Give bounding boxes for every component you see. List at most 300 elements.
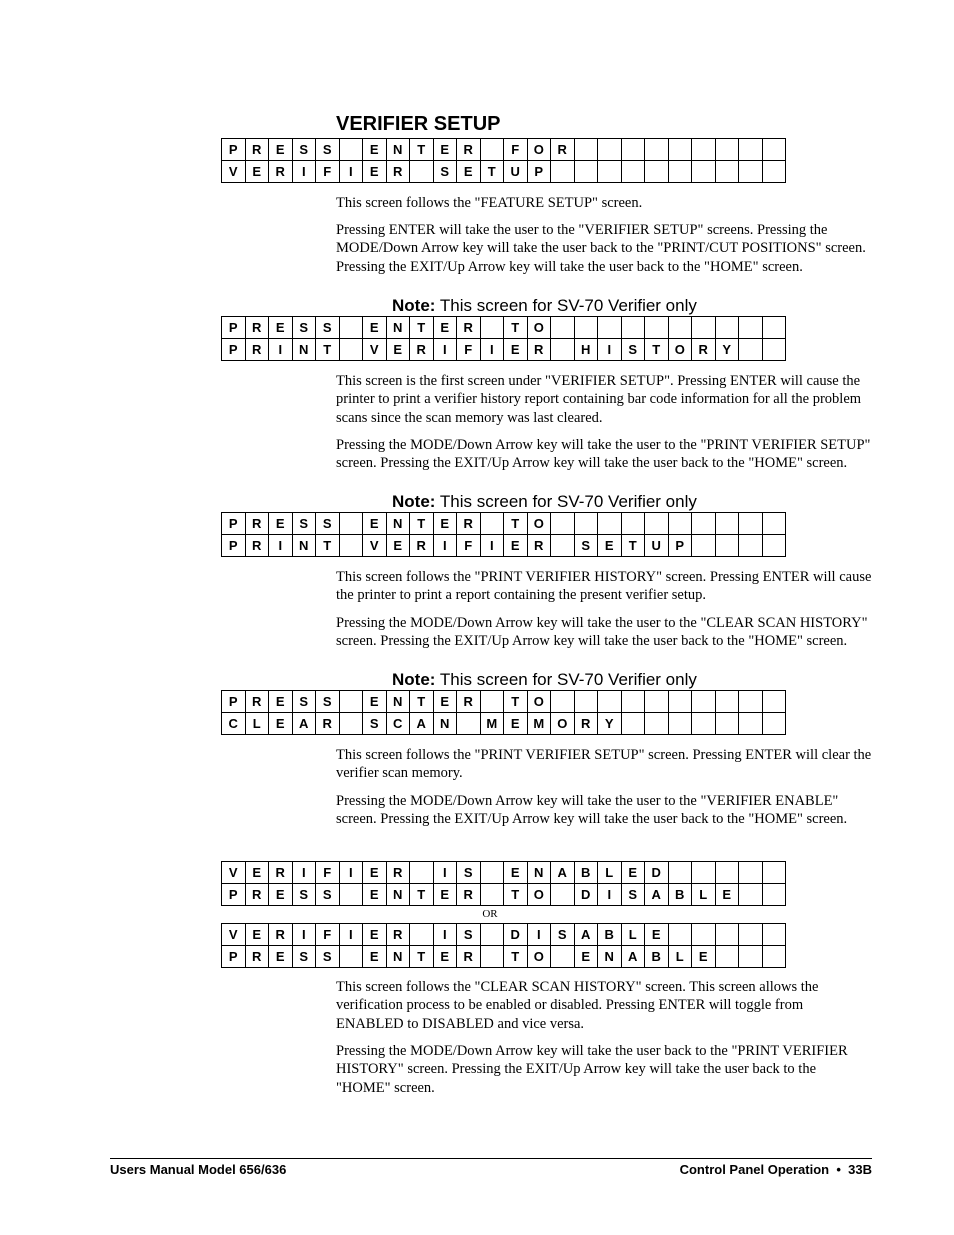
lcd-cell bbox=[645, 139, 669, 161]
lcd-cell bbox=[715, 139, 739, 161]
lcd-cell bbox=[339, 339, 363, 361]
lcd-row bbox=[222, 535, 786, 557]
lcd-cell bbox=[598, 513, 622, 535]
lcd-cell: R bbox=[269, 161, 293, 183]
lcd-row bbox=[222, 884, 786, 906]
lcd-cell: Y bbox=[598, 713, 622, 735]
lcd-cell: F bbox=[504, 139, 528, 161]
lcd-cell: R bbox=[386, 924, 410, 946]
lcd-cell: I bbox=[433, 924, 457, 946]
lcd-cell bbox=[762, 946, 786, 968]
lcd-row bbox=[222, 339, 786, 361]
lcd-cell bbox=[715, 513, 739, 535]
lcd-cell: E bbox=[363, 862, 387, 884]
lcd-cell: P bbox=[222, 513, 246, 535]
lcd-cell bbox=[621, 691, 645, 713]
lcd-cell bbox=[621, 139, 645, 161]
lcd-cell bbox=[621, 513, 645, 535]
lcd-cell: B bbox=[645, 946, 669, 968]
lcd-cell bbox=[762, 317, 786, 339]
paragraph: This screen is the first screen under "VERIFIER SETUP". Pressing ENTER will cause the printer to print a verifier history report containing bar code information for all the problem scans since the scan memory was last cleared. bbox=[336, 373, 862, 426]
lcd-cell: D bbox=[574, 884, 598, 906]
lcd-cell bbox=[668, 862, 692, 884]
lcd-screen bbox=[221, 690, 786, 735]
lcd-cell: S bbox=[316, 691, 340, 713]
lcd-cell: N bbox=[386, 139, 410, 161]
lcd-cell: R bbox=[386, 161, 410, 183]
lcd-cell: E bbox=[269, 713, 293, 735]
lcd-cell bbox=[645, 691, 669, 713]
lcd-cell: H bbox=[574, 339, 598, 361]
lcd-cell: E bbox=[433, 946, 457, 968]
lcd-cell: P bbox=[222, 691, 246, 713]
lcd-cell bbox=[692, 139, 716, 161]
lcd-cell: S bbox=[457, 862, 481, 884]
lcd-cell bbox=[645, 161, 669, 183]
footer-page-number: 33B bbox=[848, 1162, 872, 1177]
lcd-cell: P bbox=[222, 339, 246, 361]
lcd-cell: N bbox=[292, 339, 316, 361]
lcd-cell: E bbox=[269, 513, 293, 535]
lcd-cell: E bbox=[574, 946, 598, 968]
lcd-cell: R bbox=[245, 317, 269, 339]
lcd-cell: E bbox=[386, 339, 410, 361]
lcd-cell: R bbox=[457, 691, 481, 713]
lcd-cell: V bbox=[222, 924, 246, 946]
lcd-cell: E bbox=[504, 339, 528, 361]
lcd-cell: I bbox=[339, 924, 363, 946]
lcd-cell: R bbox=[457, 317, 481, 339]
lcd-cell: S bbox=[551, 924, 575, 946]
lcd-cell: E bbox=[598, 535, 622, 557]
lcd-cell: I bbox=[269, 339, 293, 361]
lcd-cell: E bbox=[504, 713, 528, 735]
lcd-cell bbox=[410, 924, 434, 946]
lcd-cell: L bbox=[621, 924, 645, 946]
lcd-cell: S bbox=[574, 535, 598, 557]
lcd-cell: I bbox=[292, 862, 316, 884]
lcd-cell bbox=[739, 946, 763, 968]
lcd-cell: I bbox=[527, 924, 551, 946]
lcd-cell: S bbox=[621, 339, 645, 361]
lcd-cell: N bbox=[527, 862, 551, 884]
lcd-cell: R bbox=[457, 513, 481, 535]
lcd-cell: U bbox=[504, 161, 528, 183]
lcd-cell: O bbox=[527, 139, 551, 161]
note-label: Note: bbox=[392, 296, 436, 315]
lcd-cell: O bbox=[527, 946, 551, 968]
lcd-cell bbox=[598, 161, 622, 183]
note-text: This screen for SV-70 Verifier only bbox=[435, 296, 697, 315]
lcd-cell: R bbox=[410, 339, 434, 361]
lcd-cell: E bbox=[363, 513, 387, 535]
lcd-cell: C bbox=[222, 713, 246, 735]
lcd-cell: R bbox=[457, 946, 481, 968]
lcd-cell: O bbox=[551, 713, 575, 735]
lcd-cell: M bbox=[527, 713, 551, 735]
lcd-cell: T bbox=[480, 161, 504, 183]
lcd-cell bbox=[692, 924, 716, 946]
lcd-cell bbox=[339, 513, 363, 535]
lcd-cell: R bbox=[457, 139, 481, 161]
lcd-cell bbox=[645, 513, 669, 535]
lcd-cell: S bbox=[292, 946, 316, 968]
lcd-cell: T bbox=[504, 946, 528, 968]
lcd-cell: B bbox=[574, 862, 598, 884]
lcd-cell bbox=[715, 691, 739, 713]
note bbox=[392, 492, 697, 512]
footer-page-label bbox=[680, 1162, 872, 1177]
lcd-cell: T bbox=[410, 691, 434, 713]
lcd-cell: T bbox=[410, 139, 434, 161]
lcd-cell bbox=[668, 713, 692, 735]
lcd-cell: E bbox=[621, 862, 645, 884]
lcd-cell bbox=[668, 513, 692, 535]
lcd-cell bbox=[621, 317, 645, 339]
lcd-cell: T bbox=[504, 691, 528, 713]
lcd-cell: F bbox=[316, 161, 340, 183]
lcd-cell: O bbox=[527, 317, 551, 339]
lcd-cell: T bbox=[645, 339, 669, 361]
lcd-cell: S bbox=[292, 884, 316, 906]
lcd-cell: T bbox=[316, 339, 340, 361]
lcd-cell: E bbox=[504, 535, 528, 557]
lcd-cell: T bbox=[410, 946, 434, 968]
lcd-cell bbox=[762, 139, 786, 161]
lcd-cell bbox=[574, 161, 598, 183]
lcd-cell bbox=[480, 946, 504, 968]
lcd-row bbox=[222, 513, 786, 535]
lcd-cell: E bbox=[363, 924, 387, 946]
lcd-cell: E bbox=[433, 691, 457, 713]
lcd-cell: I bbox=[292, 924, 316, 946]
lcd-cell: S bbox=[292, 513, 316, 535]
lcd-row bbox=[222, 139, 786, 161]
lcd-cell bbox=[551, 884, 575, 906]
lcd-cell bbox=[410, 862, 434, 884]
lcd-cell bbox=[598, 317, 622, 339]
lcd-cell: S bbox=[316, 946, 340, 968]
lcd-cell: P bbox=[222, 317, 246, 339]
lcd-cell: A bbox=[551, 862, 575, 884]
lcd-cell bbox=[739, 884, 763, 906]
lcd-cell: E bbox=[504, 862, 528, 884]
lcd-cell bbox=[715, 535, 739, 557]
lcd-cell: R bbox=[245, 513, 269, 535]
lcd-cell: O bbox=[527, 884, 551, 906]
note-text: This screen for SV-70 Verifier only bbox=[435, 670, 697, 689]
lcd-cell: M bbox=[480, 713, 504, 735]
paragraph: Pressing ENTER will take the user to the "VERIFIER SETUP" screens. Pressing the MODE/Down Arrow key will take the user back to the "PRINT/CUT POSITIONS" screen. Pressing the EXIT/Up Arrow key will take the user back to the "HOME" screen. bbox=[336, 222, 866, 275]
lcd-cell bbox=[551, 161, 575, 183]
lcd-cell: E bbox=[363, 139, 387, 161]
lcd-cell: D bbox=[504, 924, 528, 946]
lcd-cell: F bbox=[457, 535, 481, 557]
lcd-cell: B bbox=[598, 924, 622, 946]
section-title: VERIFIER SETUP bbox=[336, 113, 501, 135]
lcd-cell: E bbox=[269, 691, 293, 713]
lcd-cell: E bbox=[269, 317, 293, 339]
lcd-cell: U bbox=[645, 535, 669, 557]
lcd-cell bbox=[339, 139, 363, 161]
footer-bullet: • bbox=[836, 1162, 841, 1177]
note-label: Note: bbox=[392, 492, 436, 511]
lcd-cell: I bbox=[433, 339, 457, 361]
lcd-cell: S bbox=[292, 139, 316, 161]
lcd-cell bbox=[692, 691, 716, 713]
lcd-cell: T bbox=[410, 884, 434, 906]
lcd-cell: E bbox=[269, 139, 293, 161]
lcd-cell: I bbox=[433, 862, 457, 884]
lcd-cell: S bbox=[316, 513, 340, 535]
lcd-cell bbox=[692, 513, 716, 535]
lcd-cell bbox=[739, 862, 763, 884]
lcd-cell bbox=[715, 161, 739, 183]
lcd-cell: R bbox=[316, 713, 340, 735]
lcd-cell bbox=[574, 139, 598, 161]
lcd-cell: I bbox=[433, 535, 457, 557]
lcd-cell: I bbox=[480, 535, 504, 557]
lcd-cell bbox=[480, 317, 504, 339]
lcd-cell bbox=[480, 884, 504, 906]
note-text: This screen for SV-70 Verifier only bbox=[435, 492, 697, 511]
lcd-cell: S bbox=[316, 317, 340, 339]
lcd-cell: R bbox=[269, 924, 293, 946]
lcd-cell: I bbox=[480, 339, 504, 361]
lcd-row bbox=[222, 946, 786, 968]
lcd-cell bbox=[574, 691, 598, 713]
lcd-cell bbox=[739, 161, 763, 183]
lcd-cell: P bbox=[527, 161, 551, 183]
lcd-cell: R bbox=[245, 339, 269, 361]
lcd-cell bbox=[762, 924, 786, 946]
lcd-cell: E bbox=[363, 884, 387, 906]
lcd-cell: L bbox=[598, 862, 622, 884]
lcd-cell bbox=[739, 139, 763, 161]
lcd-cell bbox=[739, 691, 763, 713]
lcd-cell bbox=[668, 317, 692, 339]
lcd-cell: R bbox=[457, 884, 481, 906]
lcd-cell: R bbox=[245, 946, 269, 968]
lcd-cell: E bbox=[245, 862, 269, 884]
lcd-cell bbox=[739, 339, 763, 361]
lcd-cell: D bbox=[645, 862, 669, 884]
lcd-cell: S bbox=[457, 924, 481, 946]
lcd-cell bbox=[762, 161, 786, 183]
paragraph: Pressing the MODE/Down Arrow key will take the user to the "CLEAR SCAN HISTORY" screen. Pressing the EXIT/Up Arrow key will take the user back to the "HOME" screen. bbox=[336, 615, 868, 650]
lcd-cell bbox=[339, 317, 363, 339]
lcd-row bbox=[222, 713, 786, 735]
lcd-cell bbox=[645, 713, 669, 735]
lcd-cell bbox=[551, 339, 575, 361]
lcd-cell bbox=[692, 317, 716, 339]
lcd-screen bbox=[221, 861, 786, 906]
lcd-cell: R bbox=[574, 713, 598, 735]
lcd-cell: F bbox=[316, 924, 340, 946]
lcd-cell bbox=[715, 862, 739, 884]
lcd-cell bbox=[762, 713, 786, 735]
paragraph: This screen follows the "CLEAR SCAN HISTORY" screen. This screen allows the verification process to be enabled or disabled. Pressing ENTER will toggle from ENABLED to DISABLED and vice versa. bbox=[336, 979, 819, 1032]
lcd-cell bbox=[339, 713, 363, 735]
lcd-cell: I bbox=[339, 161, 363, 183]
lcd-cell bbox=[551, 513, 575, 535]
lcd-cell: R bbox=[527, 535, 551, 557]
paragraph: This screen follows the "PRINT VERIFIER SETUP" screen. Pressing ENTER will clear the verifier scan memory. bbox=[336, 747, 872, 782]
footer-manual-title: Users Manual Model 656/636 bbox=[110, 1162, 287, 1177]
lcd-cell: R bbox=[269, 862, 293, 884]
lcd-cell bbox=[410, 161, 434, 183]
lcd-screen bbox=[221, 512, 786, 557]
paragraph: Pressing the MODE/Down Arrow key will take the user back to the "PRINT VERIFIER HISTORY" screen. Pressing the EXIT/Up Arrow key will take the user back to the "HOME" screen. bbox=[336, 1043, 848, 1096]
lcd-cell: T bbox=[316, 535, 340, 557]
lcd-cell bbox=[715, 924, 739, 946]
lcd-screen bbox=[221, 923, 786, 968]
lcd-cell bbox=[692, 535, 716, 557]
lcd-cell: S bbox=[433, 161, 457, 183]
lcd-row bbox=[222, 161, 786, 183]
lcd-row bbox=[222, 924, 786, 946]
lcd-cell: N bbox=[386, 317, 410, 339]
lcd-cell: T bbox=[410, 317, 434, 339]
lcd-cell bbox=[668, 924, 692, 946]
lcd-cell: Y bbox=[715, 339, 739, 361]
note bbox=[392, 296, 697, 316]
lcd-cell: E bbox=[363, 317, 387, 339]
lcd-cell: R bbox=[245, 691, 269, 713]
lcd-cell: N bbox=[386, 691, 410, 713]
lcd-cell: E bbox=[245, 924, 269, 946]
lcd-cell: P bbox=[668, 535, 692, 557]
lcd-cell: V bbox=[222, 161, 246, 183]
lcd-cell bbox=[339, 535, 363, 557]
lcd-cell bbox=[739, 713, 763, 735]
lcd-cell: E bbox=[433, 513, 457, 535]
lcd-cell: E bbox=[433, 317, 457, 339]
lcd-cell: T bbox=[504, 317, 528, 339]
lcd-cell: L bbox=[668, 946, 692, 968]
lcd-cell: P bbox=[222, 535, 246, 557]
lcd-cell: T bbox=[410, 513, 434, 535]
lcd-cell: I bbox=[269, 535, 293, 557]
lcd-cell: E bbox=[269, 884, 293, 906]
lcd-cell: N bbox=[386, 884, 410, 906]
lcd-cell: S bbox=[363, 713, 387, 735]
lcd-cell: E bbox=[645, 924, 669, 946]
lcd-cell bbox=[715, 317, 739, 339]
note bbox=[392, 670, 697, 690]
lcd-cell: R bbox=[692, 339, 716, 361]
lcd-cell bbox=[480, 924, 504, 946]
lcd-cell bbox=[480, 513, 504, 535]
lcd-cell bbox=[339, 946, 363, 968]
lcd-cell: E bbox=[363, 161, 387, 183]
lcd-cell: T bbox=[504, 884, 528, 906]
lcd-cell bbox=[598, 139, 622, 161]
lcd-cell bbox=[715, 713, 739, 735]
lcd-cell bbox=[668, 161, 692, 183]
paragraph: Pressing the MODE/Down Arrow key will take the user to the "PRINT VERIFIER SETUP" screen. Pressing the EXIT/Up Arrow key will take the user back to the "HOME" screen. bbox=[336, 437, 871, 472]
lcd-cell: P bbox=[222, 139, 246, 161]
lcd-cell: N bbox=[386, 946, 410, 968]
paragraph: This screen follows the "FEATURE SETUP" screen. bbox=[336, 195, 643, 211]
lcd-cell: P bbox=[222, 946, 246, 968]
lcd-cell: C bbox=[386, 713, 410, 735]
lcd-cell: E bbox=[457, 161, 481, 183]
lcd-cell: E bbox=[386, 535, 410, 557]
lcd-cell bbox=[692, 161, 716, 183]
lcd-cell: E bbox=[715, 884, 739, 906]
lcd-cell: E bbox=[692, 946, 716, 968]
lcd-cell: R bbox=[245, 884, 269, 906]
lcd-cell bbox=[762, 535, 786, 557]
lcd-cell bbox=[551, 946, 575, 968]
lcd-cell bbox=[762, 862, 786, 884]
lcd-cell: V bbox=[363, 339, 387, 361]
lcd-cell bbox=[339, 884, 363, 906]
lcd-cell: I bbox=[292, 161, 316, 183]
lcd-cell bbox=[762, 884, 786, 906]
lcd-cell: I bbox=[339, 862, 363, 884]
lcd-cell: R bbox=[245, 535, 269, 557]
lcd-cell: N bbox=[292, 535, 316, 557]
lcd-cell bbox=[715, 946, 739, 968]
lcd-cell: F bbox=[316, 862, 340, 884]
lcd-cell: S bbox=[316, 139, 340, 161]
lcd-cell: O bbox=[527, 691, 551, 713]
note-label: Note: bbox=[392, 670, 436, 689]
lcd-row bbox=[222, 317, 786, 339]
lcd-row bbox=[222, 691, 786, 713]
lcd-cell bbox=[551, 535, 575, 557]
lcd-cell: A bbox=[292, 713, 316, 735]
lcd-cell: R bbox=[551, 139, 575, 161]
lcd-cell bbox=[339, 691, 363, 713]
lcd-cell: L bbox=[692, 884, 716, 906]
lcd-screen bbox=[221, 316, 786, 361]
lcd-cell: O bbox=[668, 339, 692, 361]
lcd-cell: S bbox=[292, 691, 316, 713]
lcd-cell bbox=[739, 924, 763, 946]
lcd-cell: A bbox=[645, 884, 669, 906]
lcd-cell bbox=[621, 161, 645, 183]
lcd-cell: B bbox=[668, 884, 692, 906]
lcd-cell bbox=[692, 862, 716, 884]
lcd-cell bbox=[645, 317, 669, 339]
lcd-cell: A bbox=[574, 924, 598, 946]
lcd-cell bbox=[480, 862, 504, 884]
lcd-cell bbox=[739, 317, 763, 339]
lcd-cell: S bbox=[621, 884, 645, 906]
lcd-cell bbox=[621, 713, 645, 735]
lcd-cell: V bbox=[363, 535, 387, 557]
lcd-cell: N bbox=[386, 513, 410, 535]
lcd-cell: E bbox=[433, 884, 457, 906]
lcd-cell: S bbox=[292, 317, 316, 339]
lcd-cell bbox=[574, 513, 598, 535]
lcd-cell: I bbox=[598, 884, 622, 906]
lcd-cell bbox=[739, 535, 763, 557]
lcd-cell: A bbox=[410, 713, 434, 735]
lcd-cell bbox=[480, 139, 504, 161]
lcd-cell bbox=[480, 691, 504, 713]
lcd-cell bbox=[762, 339, 786, 361]
lcd-cell: V bbox=[222, 862, 246, 884]
lcd-cell: R bbox=[410, 535, 434, 557]
lcd-cell bbox=[692, 713, 716, 735]
lcd-cell: F bbox=[457, 339, 481, 361]
lcd-cell: R bbox=[386, 862, 410, 884]
lcd-cell: R bbox=[245, 139, 269, 161]
